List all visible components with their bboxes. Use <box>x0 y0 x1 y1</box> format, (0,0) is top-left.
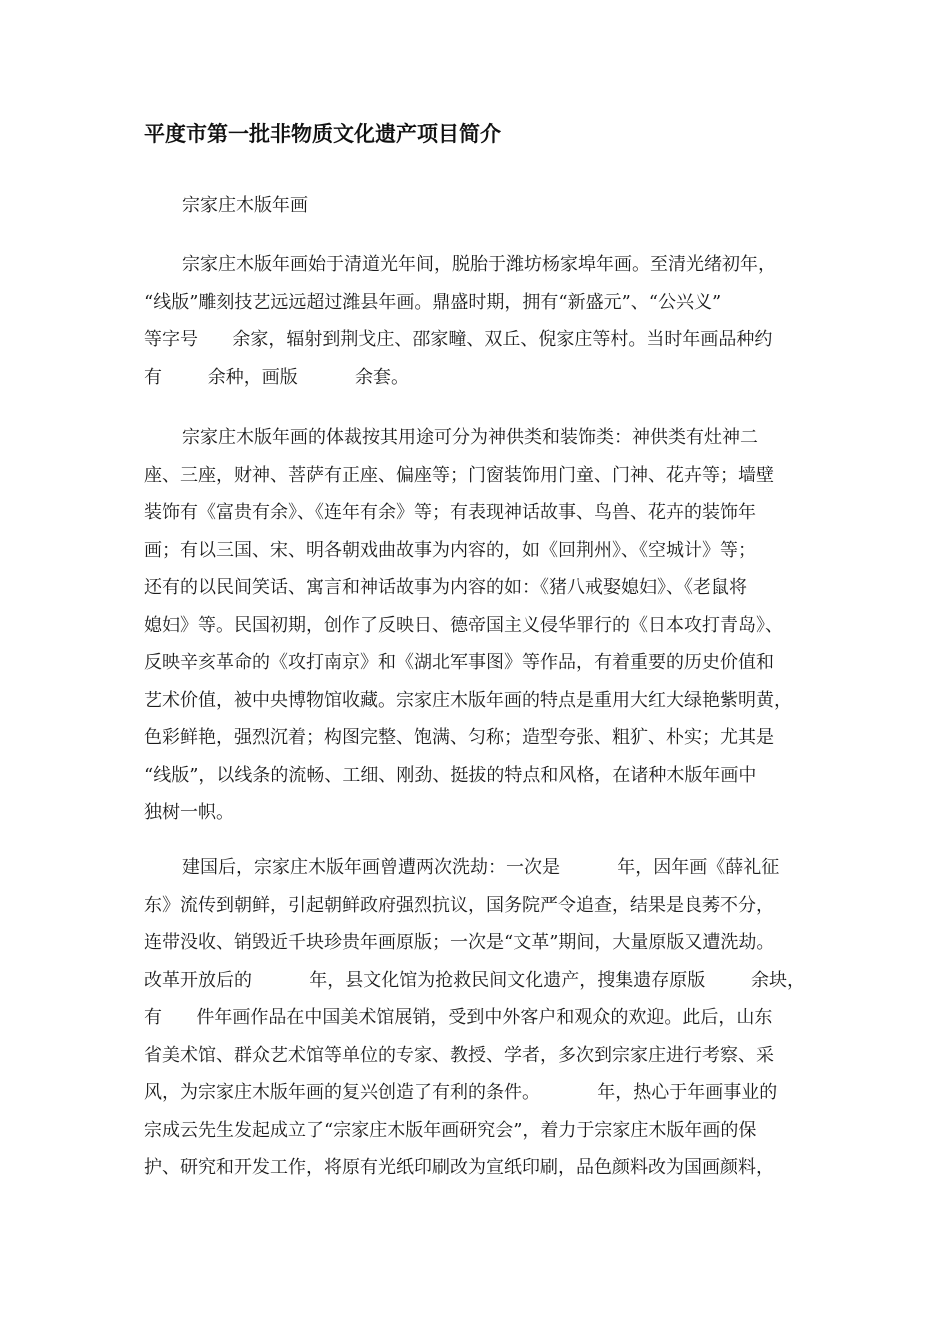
paragraph-line: 护、研究和开发工作，将原有光纸印刷改为宣纸印刷，品色颜料改为国画颜料， <box>144 1157 774 1178</box>
paragraph-line: 省美术馆、群众艺术馆等单位的专家、教授、学者，多次到宗家庄进行考察、采 <box>144 1044 774 1066</box>
paragraph-line: 画；有以三国、宋、明各朝戏曲故事为内容的，如《回荆州》、《空城计》等； <box>144 539 756 561</box>
paragraph-3 <box>144 849 812 1187</box>
paragraph-line: 风，为宗家庄木版年画的复兴创造了有利的条件。 年，热心于年画事业的 <box>144 1082 778 1103</box>
paragraph-line: 宗成云先生发起成立了“宗家庄木版年画研究会”，着力于宗家庄木版年画的保 <box>144 1119 757 1141</box>
paragraph-line: 东》流传到朝鲜，引起朝鲜政府强烈抗议，国务院严令追查，结果是良莠不分， <box>144 894 774 916</box>
paragraph-line: 座、三座，财神、菩萨有正座、偏座等；门窗装饰用门童、门神、花卉等；墙壁 <box>144 464 774 486</box>
paragraph-2 <box>144 419 812 832</box>
paragraph-line: 媳妇》等。民国初期，创作了反映日、德帝国主义侵华罪行的《日本攻打青岛》、 <box>144 614 783 636</box>
paragraph-line: “线版”雕刻技艺远远超过潍县年画。鼎盛时期，拥有“新盛元”、“公兴义” <box>144 291 722 313</box>
paragraph-line: 装饰有《富贵有余》、《连年有余》等；有表现神话故事、鸟兽、花卉的装饰年 <box>144 502 756 523</box>
paragraph-line: 宗家庄木版年画的体裁按其用途可分为神供类和装饰类：神供类有灶神二 <box>182 427 758 448</box>
paragraph-line: 有 件年画作品在中国美术馆展销，受到中外客户和观众的欢迎。此后，山东 <box>144 1007 773 1028</box>
paragraph-line: 等字号 余家，辐射到荆戈庄、邵家疃、双丘、倪家庄等村。当时年画品种约 <box>144 329 773 350</box>
paragraph-1 <box>144 246 812 396</box>
paragraph-line: 连带没收、销毁近千块珍贵年画原版；一次是“文革”期间，大量原版又遭洗劫。 <box>144 932 775 953</box>
paragraph-line: 还有的以民间笑话、寓言和神话故事为内容的如：《猪八戒娶媳妇》、《老鼠将 <box>144 577 747 598</box>
paragraph-line: 改革开放后的 年，县文化馆为抢救民间文化遗产，搜集遗存原版 余块， <box>144 969 805 991</box>
document-title: 平度市第一批非物质文化遗产项目简介 <box>144 122 501 146</box>
paragraph-line: 有 余种，画版 余套。 <box>144 366 409 388</box>
paragraph-line: 反映辛亥革命的《攻打南京》和《湖北军事图》等作品，有着重要的历史价值和 <box>144 652 774 673</box>
paragraph-line: 独树一帜。 <box>144 802 234 823</box>
paragraph-line: 宗家庄木版年画始于清道光年间，脱胎于潍坊杨家埠年画。至清光绪初年， <box>182 254 776 275</box>
paragraph-line: 色彩鲜艳，强烈沉着；构图完整、饱满、匀称；造型夸张、粗犷、朴实；尤其是 <box>144 727 774 748</box>
section-heading: 宗家庄木版年画 <box>182 195 308 216</box>
paragraph-line: 艺术价值，被中央博物馆收藏。宗家庄木版年画的特点是重用大红大绿艳紫明黄， <box>144 689 792 711</box>
paragraph-line: “线版”，以线条的流畅、工细、刚劲、挺拔的特点和风格，在诸种木版年画中 <box>144 764 757 786</box>
paragraph-line: 建国后，宗家庄木版年画曾遭两次洗劫：一次是 年，因年画《薛礼征 <box>182 857 780 878</box>
